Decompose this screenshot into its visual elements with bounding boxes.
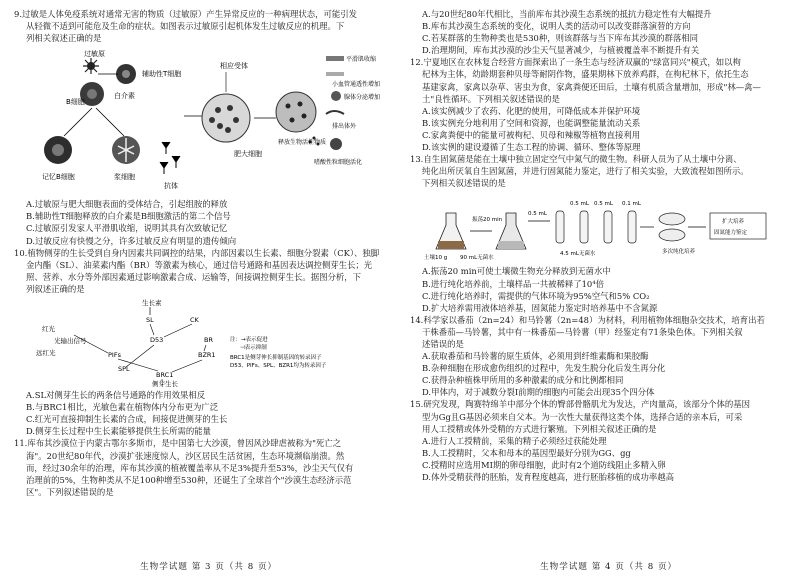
q15-stem-line: 15.研究发现，陶赛特绵羊中部分个体的臀部骨骼肌尤为发达，产肉量高，该部分个体的基因: [410, 399, 750, 410]
svg-text:扩大培养: 扩大培养: [722, 219, 745, 226]
svg-text:D53: D53: [150, 336, 164, 345]
q11-stem-line: 治理前的5%，生物种类从不足100种增至530种，还诞生了全球首个"沙漠生态经济示范: [26, 474, 352, 485]
release-label: 释放生物活性物质: [278, 139, 327, 147]
svg-text:BRC1是侧芽伸长抑制基因的转录因子: BRC1是侧芽伸长抑制基因的转录因子: [230, 355, 322, 362]
q13-stem-line: 13.自生固氮菌是能在土壤中独立固定空气中氮气的微生物。科研人员为了从土壤中分离、: [410, 154, 742, 165]
question-11: [14, 437, 386, 497]
svg-text:排出体外: 排出体外: [332, 123, 357, 131]
right-page-footer: 生物学试题 第 4 页（共 8 页）: [540, 561, 678, 572]
svg-text:振荡20 min: 振荡20 min: [472, 217, 503, 224]
helper-t-label: 辅助性T细胞: [142, 70, 182, 79]
culture-plates: [659, 213, 685, 241]
svg-text:腺体分泌增加: 腺体分泌增加: [344, 94, 381, 102]
svg-text:侧芽生长: 侧芽生长: [152, 380, 178, 388]
q12-option-c: C.家禽粪便中的能量可被枸杞、贝母和辣椒等植物直接利用: [422, 129, 641, 140]
dilution-tubes: [556, 211, 636, 243]
right-page: [410, 8, 788, 483]
q15-option-a: A.进行人工授精前，采集的精子必须经过获能处理: [422, 435, 607, 446]
left-page-footer: 生物学试题 第 3 页（共 8 页）: [140, 561, 278, 572]
q10-stem-line: 金内酯（SL）、油菜素内酯（BR）等激素为核心，通过信号通路和基因表达调控侧芽生长；光: [26, 259, 373, 270]
q13-option-a: A.振荡20 min可使土壤微生物充分释放到无菌水中: [422, 266, 611, 277]
question-9: [14, 8, 386, 247]
left-page: [14, 8, 386, 498]
q15-option-d: D.体外受精获得的胚胎，发育程度越高，进行胚胎移植的成功率越高: [422, 472, 674, 482]
svg-text:⊣表示抑制: ⊣表示抑制: [240, 345, 267, 352]
memory-b-label: 记忆B细胞: [42, 173, 75, 182]
q9-stem-line: 9.过敏是人体免疫系统对通常无害的物质（过敏原）产生异常反应的一种病理状态，可能引发: [14, 9, 357, 19]
q13-option-c: C.进行纯化培养时，需提供的气体环境为95%空气和5% CO₂: [422, 290, 650, 301]
q15-option-c: C.授精时应选用MⅠ期的卵母细胞，此时有2个道防线阻止多精入卵: [422, 459, 666, 470]
q14-stem-line: 干株番茄—马铃薯，其中有一株番茄—马铃薯（甲）经鉴定有71条染色体。下列相关叙: [422, 326, 743, 337]
svg-text:多次纯化培养: 多次纯化培养: [662, 249, 696, 256]
q10-stem-line: 照、营养、水分等外部因素通过影响激素合成、运输等，间接调控侧芽生长。据图分析，下: [26, 271, 361, 282]
q14-option-c: C.获得杂种植株甲所用的多种激素的成分和比例都相同: [422, 375, 624, 386]
effects-legend: [314, 55, 380, 166]
mast-label: 肥大细胞: [234, 150, 262, 159]
q10-option-d: D.侧芽生长过程中生长素能够提供生长所需的能量: [26, 426, 211, 437]
q13-option-b: B.进行纯化培养前，土壤样品一共被稀释了10⁴倍: [422, 278, 604, 289]
q11-option-c: C.若某群落的生物种类也是530种，则该群落与当下库布其沙漠的群落相同: [422, 33, 699, 44]
question-12: [410, 56, 788, 153]
q14-option-b: B.杂种细胞在形成愈伤组织的过程中，先发生脱分化后发生再分化: [422, 363, 666, 374]
q12-option-b: B.该实例充分地利用了空间和资源，也能调整能量流动关系: [422, 117, 641, 128]
svg-text:4.5 mL无菌水: 4.5 mL无菌水: [560, 251, 596, 258]
antibody-icon: [160, 142, 180, 174]
svg-text:平滑肌收缩: 平滑肌收缩: [346, 56, 377, 64]
q14-stem-line: 14.科学家以番茄（2n=24）和马铃薯（2n=48）为材料，利用植物体细胞杂交技术，培育出若: [410, 314, 765, 325]
svg-text:固氮能力鉴定: 固氮能力鉴定: [714, 230, 748, 237]
q15-stem-line: 用人工授精或体外受精的方式进行繁殖。下列相关叙述正确的是: [422, 423, 657, 434]
question-10: [14, 247, 386, 438]
q9-option-b: B.辅助性T细胞释放的白介素是B细胞激活的第二个信号: [26, 211, 231, 222]
q12-option-d: D.该实例的建设遵循了生态工程的协调、循环、整体等原理: [422, 142, 641, 153]
svg-text:光输出信号: 光输出信号: [54, 337, 87, 346]
q13-option-d: D.扩大培养需用液体培养基，固氮能力鉴定时培养基中不含氮源: [422, 302, 658, 313]
q9-stem-line: 列相关叙述正确的是: [26, 33, 102, 44]
svg-text:SPL: SPL: [118, 365, 130, 374]
q10-stem-line: 10.植物侧芽的生长受到自身内因素共同调控的结果，内部因素以生长素、细胞分裂素（CK）、独脚: [14, 247, 380, 258]
receptor-label: 相应受体: [220, 62, 248, 71]
question-11-options: [410, 8, 788, 56]
svg-text:SL: SL: [146, 316, 154, 325]
q11-stem-line: 区"。下列叙述错误的是: [26, 486, 114, 497]
q9-option-d: D.过敏反应有快慢之分，许多过敏反应有明显的遗传倾向: [26, 235, 237, 246]
q15-stem-line: 型为Gg且G基因必须来自父本。为一次性大量获得这类个体，选择合适的亲本后，可采: [422, 411, 743, 422]
q9-stem-line: 从轻微不适到可能危及生命的症状。如图表示过敏原引起机体发生过敏反应的机理。下: [26, 21, 345, 32]
q12-stem-line: 土"良性循环。下列相关叙述错误的是: [422, 93, 560, 104]
plasma-label: 浆细胞: [114, 173, 135, 182]
question-15: [410, 398, 788, 483]
q10-note: [230, 335, 327, 369]
svg-text:土壤10 g: 土壤10 g: [424, 255, 448, 262]
q11-option-b: B.库布其沙漠生态系统的变化，说明人类的活动可以改变群落演替的方向: [422, 21, 691, 32]
bud-growth-pathway-diagram: [14, 297, 386, 387]
q9-figure: [14, 46, 386, 196]
svg-text:生长素: 生长素: [142, 299, 162, 308]
svg-text:BR: BR: [204, 336, 213, 345]
q14-option-a: A.获取番茄和马铃薯的原生质体，必须用到纤维素酶和果胶酶: [422, 351, 649, 362]
il4-label: 白介素: [114, 92, 135, 101]
question-14: [410, 314, 788, 399]
svg-text:CK: CK: [190, 316, 199, 325]
q13-figure: [410, 191, 788, 263]
q9-option-c: C.过敏原引发家人平滑肌收缩，说明其具有次致敏记忆: [26, 223, 228, 234]
svg-text:远红光: 远红光: [36, 349, 56, 358]
q10-option-b: B.与BRC1相比，光敏色素在植物体内分布更为广泛: [26, 402, 219, 413]
q11-option-a: A.与20世纪80年代相比，当前库布其沙漠生态系统的抵抗力稳定性有大幅提升: [422, 9, 712, 19]
q10-option-a: A.SL对侧芽生长的两条信号通路的作用效果相反: [26, 390, 206, 401]
nitrogen-fixing-bacteria-procedure: [410, 191, 788, 263]
degranulating-cell-icon: [276, 92, 316, 132]
q12-stem-line: 12.宁夏地区在农林复合经营方面探索出了一条生态与经济双赢的"绿富同兴"模式，如以枸: [410, 57, 741, 68]
q10-figure: [14, 297, 386, 387]
q10-stem-line: 列叙述正确的是: [26, 283, 85, 294]
svg-text:BRC1: BRC1: [156, 371, 174, 380]
svg-text:BZR1: BZR1: [198, 351, 216, 360]
q12-stem-line: 基建家禽，家禽以杂草、害虫为食，家禽粪便还田后，土壤有机质含量增加，形成"林—禽—: [422, 81, 761, 92]
q11-stem-line: 而，经过30余年的治理，库布其沙漠的植被覆盖率从不足3%提升至53%，沙尘天气仅有: [26, 462, 354, 473]
question-13: [410, 153, 788, 314]
allergen-icon: [83, 58, 99, 74]
q12-stem-line: 杞林为主体，幼龄期套种贝母等耐阴作物，盛果期林下放养鸡群，在枸杞林下，依托生态: [422, 69, 749, 80]
svg-text:红光: 红光: [42, 325, 55, 334]
q11-option-d: D.治理期间，库布其沙漠的沙尘天气显著减少，与植被覆盖率不断提升有关: [422, 45, 700, 56]
allergy-mechanism-diagram: [14, 46, 386, 196]
q11-stem-line: 海"。20世纪80年代，沙漠扩张速度惊人，沙区居民生活贫困，生态环境濒临崩溃。然: [26, 450, 345, 461]
q14-option-d: D.甲体内，对于减数分裂I前期的细胞内可能会出现35个四分体: [422, 387, 655, 398]
q9-option-a: A.过敏原与肥大细胞表面的受体结合，引起组胺的释放: [26, 199, 228, 210]
svg-text:90 mL无菌水: 90 mL无菌水: [460, 255, 494, 262]
svg-text:PIFs: PIFs: [108, 351, 121, 360]
svg-text:0.5 mL: 0.5 mL: [594, 201, 613, 208]
svg-text:0.5 mL: 0.5 mL: [528, 211, 547, 218]
q10-option-c: C.红光可直接抑制生长素的合成，间接促进侧芽的生长: [26, 414, 228, 425]
b-cell-label: B细胞: [66, 98, 85, 107]
svg-text:小血管通透性增加: 小血管通透性增加: [332, 81, 381, 89]
q11-stem-line: 11.库布其沙漠位于内蒙古鄂尔多斯市，是中国第七大沙漠，曾因风沙肆虐被称为"死亡之: [14, 438, 342, 449]
antibody-label: 抗体: [164, 182, 178, 191]
allergen-label: 过敏原: [84, 50, 105, 59]
q14-stem-line: 述错误的是: [422, 338, 464, 349]
q13-stem-line: 下列相关叙述错误的是: [422, 178, 506, 189]
q15-option-b: B.人工授精时，父本和母本的基因型最好分别为GG、gg: [422, 447, 631, 458]
svg-text:0.1 mL: 0.1 mL: [622, 201, 641, 208]
svg-text:注：→表示促进: 注：→表示促进: [230, 337, 268, 344]
svg-text:0.5 mL: 0.5 mL: [570, 201, 589, 208]
svg-text:D53、PIFs、SPL、BZR1均为转录因子: D53、PIFs、SPL、BZR1均为转录因子: [230, 363, 327, 370]
q12-option-a: A.该实例减少了农药、化肥的使用，可降低成本并保护环境: [422, 105, 641, 116]
mast-cell-icon: [202, 94, 250, 142]
q13-stem-line: 纯化出所厌氧自生固氮菌，并进行固氮能力鉴定，进行了相关实验，大致流程如图所示。: [422, 166, 749, 177]
svg-text:嗜酸性粒细胞活化: 嗜酸性粒细胞活化: [314, 159, 363, 167]
